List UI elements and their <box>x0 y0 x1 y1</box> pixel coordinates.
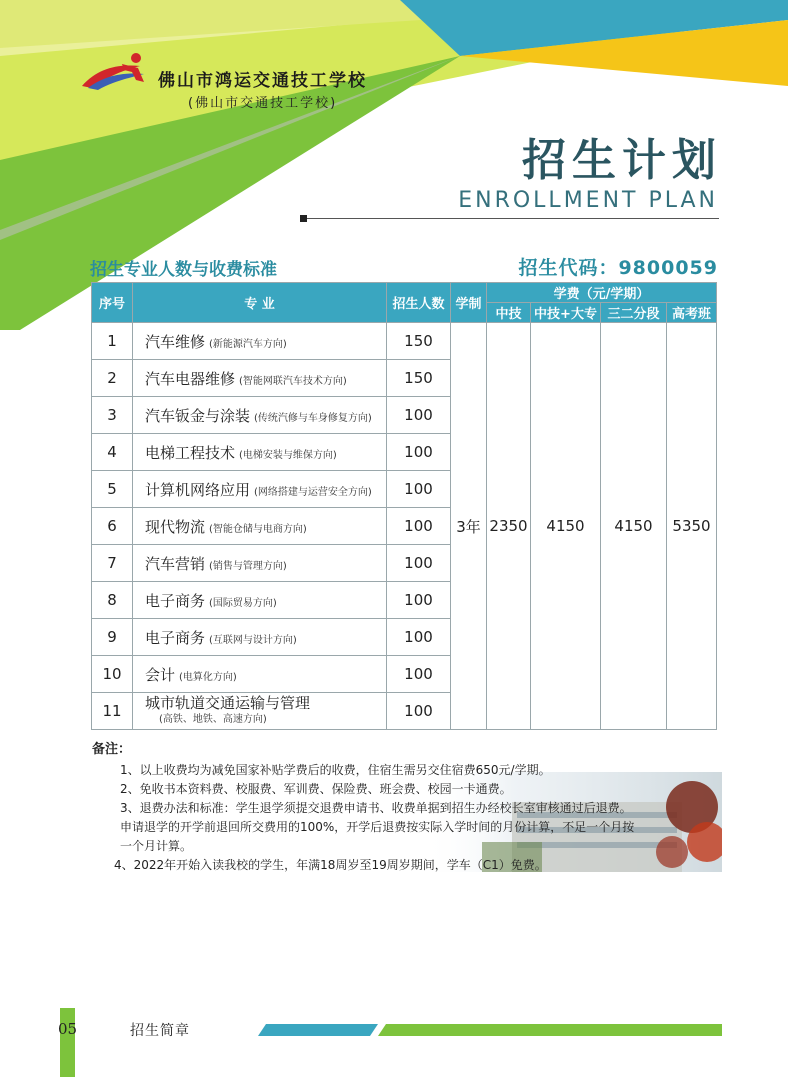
row-index: 4 <box>92 434 133 471</box>
major-name: 汽车钣金与涂装 <box>145 406 251 425</box>
enrollment-table <box>91 282 717 730</box>
duration-cell: 3年 <box>451 323 487 730</box>
major-direction: (国际贸易方向) <box>209 597 277 609</box>
row-major <box>133 360 387 397</box>
row-major <box>133 656 387 693</box>
page-title: 招生计划 <box>522 135 722 186</box>
fee-gaokao-cell: 5350 <box>667 323 717 730</box>
notes-title: 备注： <box>92 742 132 757</box>
major-direction: (网络搭建与运营安全方向) <box>254 486 372 498</box>
major-name: 电梯工程技术 <box>145 443 236 462</box>
major-direction: (互联网与设计方向) <box>209 634 297 646</box>
fee-zhongji-cell: 2350 <box>487 323 531 730</box>
row-quota: 100 <box>387 397 451 434</box>
row-major <box>133 397 387 434</box>
note-item-3: 3、退费办法和标准：学生退学须提交退费申请书、收费单据到招生办经校长室审核通过后退费。申请退学的开学前退回所交费用的100%，开学后退费按实际入学时间的月份计算，不足一个月按一个月计算。 <box>120 801 635 853</box>
row-major <box>133 545 387 582</box>
header-fee-sanerfenduan: 三二分段 <box>601 303 667 323</box>
row-major <box>133 323 387 360</box>
row-quota: 150 <box>387 360 451 397</box>
major-direction: (智能网联汽车技术方向) <box>239 375 347 387</box>
header-fee-gaokao: 高考班 <box>667 303 717 323</box>
row-index: 6 <box>92 508 133 545</box>
page-number-bar <box>58 1008 78 1077</box>
school-subname: (佛山市交通技工学校) <box>188 96 338 111</box>
footer-stripes <box>258 1024 722 1036</box>
title-divider <box>302 218 719 219</box>
major-name: 汽车电器维修 <box>145 369 236 388</box>
divider-dot <box>300 215 307 222</box>
major-name: 会计 <box>145 665 176 684</box>
row-major <box>133 508 387 545</box>
row-index: 2 <box>92 360 133 397</box>
major-direction: (电算化方向) <box>179 671 237 683</box>
row-index: 3 <box>92 397 133 434</box>
page-number: 05 <box>58 1020 78 1038</box>
enrollment-code: 招生代码：9800059 <box>518 257 718 279</box>
major-name: 城市轨道交通运输与管理 <box>145 693 311 712</box>
header-fee-group: 学费（元/学期） <box>487 283 717 303</box>
major-name: 汽车营销 <box>145 554 206 573</box>
major-name: 现代物流 <box>145 517 206 536</box>
row-quota: 100 <box>387 619 451 656</box>
major-direction: (新能源汽车方向) <box>209 338 287 350</box>
fee-sanerfenduan-cell: 4150 <box>601 323 667 730</box>
row-index: 8 <box>92 582 133 619</box>
row-quota: 150 <box>387 323 451 360</box>
fee-zhongji-dazhuan-cell: 4150 <box>531 323 601 730</box>
major-direction: (高铁、地铁、高速方向) <box>159 713 267 725</box>
major-name: 电子商务 <box>145 591 206 610</box>
header-quota: 招生人数 <box>387 283 451 323</box>
major-direction: (销售与管理方向) <box>209 560 287 572</box>
row-major <box>133 619 387 656</box>
major-name: 计算机网络应用 <box>145 480 251 499</box>
note-item-1: 1、以上收费均为减免国家补贴学费后的收费，住宿生需另交住宿费650元/学期。 <box>120 763 551 777</box>
row-index: 10 <box>92 656 133 693</box>
row-major <box>133 471 387 508</box>
runner-logo-icon <box>78 50 156 92</box>
header-duration: 学制 <box>451 283 487 323</box>
header-major: 专 业 <box>133 283 387 323</box>
row-index: 7 <box>92 545 133 582</box>
row-quota: 100 <box>387 434 451 471</box>
major-direction: (智能仓储与电商方向) <box>209 523 307 535</box>
table-row <box>92 323 717 360</box>
major-direction: (传统汽修与车身修复方向) <box>254 412 372 424</box>
footer-label: 招生简章 <box>130 1023 190 1039</box>
row-index: 9 <box>92 619 133 656</box>
row-quota: 100 <box>387 693 451 730</box>
row-quota: 100 <box>387 508 451 545</box>
row-major <box>133 693 387 730</box>
note-item-4: 4、2022年开始入读我校的学生，年满18周岁至19周岁期间，学车（C1）免费。 <box>114 858 547 872</box>
header-fee-zhongji-dazhuan: 中技+大专 <box>531 303 601 323</box>
notes-section <box>92 738 732 875</box>
row-index: 5 <box>92 471 133 508</box>
row-major <box>133 434 387 471</box>
row-quota: 100 <box>387 545 451 582</box>
header-fee-zhongji: 中技 <box>487 303 531 323</box>
header-index: 序号 <box>92 283 133 323</box>
row-index: 11 <box>92 693 133 730</box>
major-name: 电子商务 <box>145 628 206 647</box>
major-name: 汽车维修 <box>145 332 206 351</box>
note-item-2: 2、免收书本资料费、校服费、军训费、保险费、班会费、校园一卡通费。 <box>120 782 512 796</box>
row-quota: 100 <box>387 656 451 693</box>
page-subtitle-en: ENROLLMENT PLAN <box>458 188 718 213</box>
section-title: 招生专业人数与收费标准 <box>90 260 277 280</box>
row-quota: 100 <box>387 471 451 508</box>
row-major <box>133 582 387 619</box>
row-index: 1 <box>92 323 133 360</box>
row-quota: 100 <box>387 582 451 619</box>
major-direction: (电梯安装与维保方向) <box>239 449 337 461</box>
school-name: 佛山市鸿运交通技工学校 <box>158 71 367 91</box>
